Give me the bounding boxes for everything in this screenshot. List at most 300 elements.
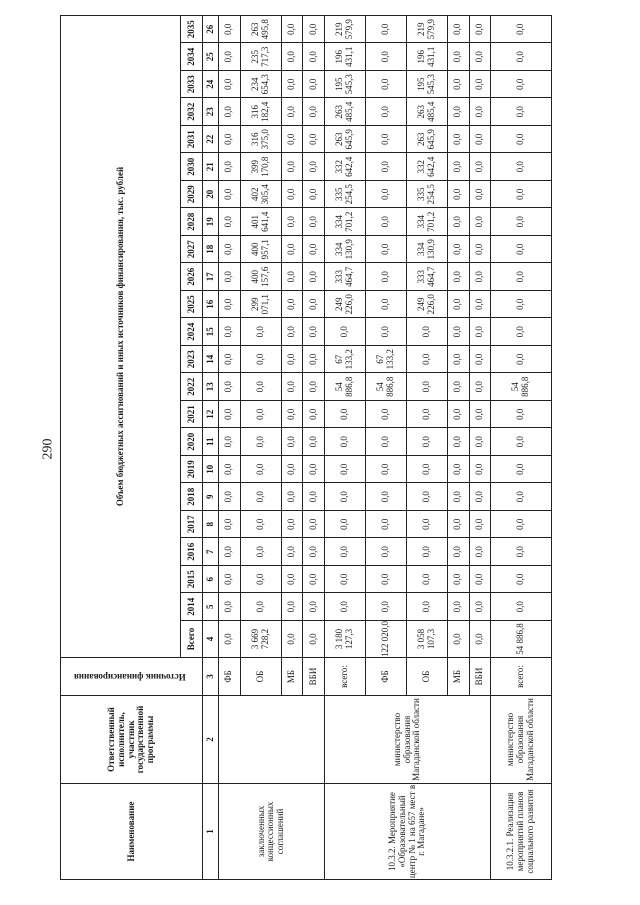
row-value: 249 226,0	[407, 291, 448, 319]
row-value: 0,0	[491, 208, 552, 236]
row-value: 335 254,5	[407, 181, 448, 209]
row-value: 263 645,9	[324, 126, 365, 154]
row-value: 0,0	[240, 456, 281, 484]
year-cell: 2020	[181, 428, 203, 456]
row-value: 0,0	[365, 318, 406, 346]
column-number: 22	[203, 126, 219, 154]
table-row	[219, 16, 241, 880]
row-total: 3 180 127,3	[324, 621, 365, 658]
row-value: 0,0	[491, 538, 552, 566]
row-value: 0,0	[365, 263, 406, 291]
row-value: 0,0	[407, 593, 448, 621]
row-value: 0,0	[303, 401, 325, 429]
row-value: 195 545,3	[407, 71, 448, 99]
row-value: 263 485,4	[324, 98, 365, 126]
row-value: 0,0	[219, 566, 241, 594]
row-value: 0,0	[469, 71, 491, 99]
row-value: 0,0	[219, 593, 241, 621]
row-value: 263 495,8	[240, 16, 281, 44]
row-value: 332 642,4	[407, 153, 448, 181]
year-cell: 2032	[181, 98, 203, 126]
row-value: 0,0	[324, 593, 365, 621]
row-value: 0,0	[491, 593, 552, 621]
column-number: 17	[203, 263, 219, 291]
row-value: 0,0	[448, 401, 470, 429]
row-value: 0,0	[448, 318, 470, 346]
rotated-table-wrapper	[60, 15, 552, 880]
row-value: 0,0	[365, 153, 406, 181]
column-number: 23	[203, 98, 219, 126]
row-value: 0,0	[491, 98, 552, 126]
row-source: МБ	[281, 658, 303, 696]
row-value: 0,0	[281, 126, 303, 154]
year-cell: 2027	[181, 236, 203, 264]
row-value: 0,0	[491, 16, 552, 44]
row-value: 0,0	[365, 401, 406, 429]
row-name: 10.3.2. Мероприятие «Образовательный центр № 1 на 657 мест в г. Магадане»	[324, 784, 490, 880]
row-value: 0,0	[281, 511, 303, 539]
header-volume: Объем бюджетных ассигнований и иных источников финансирования, тыс. рублей	[61, 16, 181, 658]
column-numbers-row	[203, 16, 219, 880]
row-value: 0,0	[491, 236, 552, 264]
row-value: 0,0	[491, 483, 552, 511]
row-value: 0,0	[365, 126, 406, 154]
row-value: 0,0	[448, 263, 470, 291]
row-value: 402 305,4	[240, 181, 281, 209]
row-value: 0,0	[448, 456, 470, 484]
row-value: 0,0	[491, 401, 552, 429]
column-number: 11	[203, 428, 219, 456]
row-value: 334 701,2	[324, 208, 365, 236]
row-value: 219 579,9	[324, 16, 365, 44]
row-value: 0,0	[469, 593, 491, 621]
row-value: 67 133,2	[365, 346, 406, 374]
row-value: 0,0	[281, 538, 303, 566]
row-value: 0,0	[407, 483, 448, 511]
column-number: 13	[203, 373, 219, 401]
row-value: 0,0	[491, 126, 552, 154]
row-value: 0,0	[324, 566, 365, 594]
row-value: 0,0	[281, 71, 303, 99]
row-responsible	[219, 696, 325, 784]
row-value: 0,0	[219, 236, 241, 264]
row-value: 0,0	[365, 593, 406, 621]
row-value: 0,0	[448, 428, 470, 456]
row-value: 0,0	[281, 263, 303, 291]
row-value: 0,0	[303, 538, 325, 566]
row-value: 0,0	[365, 236, 406, 264]
row-value: 0,0	[448, 16, 470, 44]
year-cell: 2025	[181, 291, 203, 319]
row-value: 0,0	[303, 593, 325, 621]
row-total: 0,0	[448, 621, 470, 658]
row-value: 333 464,7	[324, 263, 365, 291]
header-source-text: Источник финансирования	[74, 672, 186, 683]
row-value: 54 886,8	[324, 373, 365, 401]
row-value: 0,0	[219, 511, 241, 539]
row-value: 0,0	[365, 483, 406, 511]
row-value: 249 226,0	[324, 291, 365, 319]
row-total: 3 669 728,2	[240, 621, 281, 658]
row-value: 0,0	[448, 153, 470, 181]
row-value: 0,0	[448, 71, 470, 99]
year-cell: 2028	[181, 208, 203, 236]
row-value: 0,0	[240, 538, 281, 566]
row-value: 0,0	[491, 428, 552, 456]
header-name: Наименование	[61, 784, 203, 880]
row-value: 0,0	[407, 346, 448, 374]
row-value: 196 431,1	[407, 43, 448, 71]
column-number: 5	[203, 593, 219, 621]
row-source: МБ	[448, 658, 470, 696]
row-value: 400 157,6	[240, 263, 281, 291]
year-cell: 2022	[181, 373, 203, 401]
row-value: 0,0	[281, 456, 303, 484]
row-value: 0,0	[469, 291, 491, 319]
row-value: 0,0	[448, 373, 470, 401]
row-value: 0,0	[448, 126, 470, 154]
row-value: 0,0	[365, 98, 406, 126]
row-value: 335 254,5	[324, 181, 365, 209]
row-value: 0,0	[281, 318, 303, 346]
row-value: 0,0	[469, 373, 491, 401]
year-cell: 2019	[181, 456, 203, 484]
row-value: 0,0	[469, 483, 491, 511]
row-value: 0,0	[219, 263, 241, 291]
column-number: 21	[203, 153, 219, 181]
page-number: 290	[40, 438, 56, 460]
row-value: 0,0	[469, 401, 491, 429]
row-value: 0,0	[281, 593, 303, 621]
row-value: 0,0	[365, 566, 406, 594]
row-name: заключенных концессионных соглашений	[219, 784, 325, 880]
year-cell: 2016	[181, 538, 203, 566]
column-number: 8	[203, 511, 219, 539]
row-value: 0,0	[491, 566, 552, 594]
row-value: 0,0	[491, 291, 552, 319]
row-value: 0,0	[303, 208, 325, 236]
row-value: 0,0	[303, 566, 325, 594]
row-value: 0,0	[281, 43, 303, 71]
row-value: 0,0	[469, 566, 491, 594]
year-cell: 2031	[181, 126, 203, 154]
row-value: 0,0	[303, 456, 325, 484]
row-value: 0,0	[469, 318, 491, 346]
row-value: 401 641,4	[240, 208, 281, 236]
row-value: 0,0	[219, 71, 241, 99]
row-value: 0,0	[469, 208, 491, 236]
header-source	[61, 658, 203, 696]
row-value: 0,0	[281, 401, 303, 429]
row-value: 0,0	[324, 538, 365, 566]
row-value: 0,0	[491, 511, 552, 539]
row-source: ОБ	[240, 658, 281, 696]
row-value: 0,0	[303, 483, 325, 511]
row-value: 0,0	[324, 483, 365, 511]
row-value: 0,0	[219, 43, 241, 71]
row-value: 196 431,1	[324, 43, 365, 71]
row-value: 263 485,4	[407, 98, 448, 126]
row-source: ВБИ	[469, 658, 491, 696]
year-cell: 2018	[181, 483, 203, 511]
year-cell: 2034	[181, 43, 203, 71]
row-value: 0,0	[281, 291, 303, 319]
row-value: 0,0	[240, 401, 281, 429]
row-total: 122 020,0	[365, 621, 406, 658]
column-number: 10	[203, 456, 219, 484]
column-number: 15	[203, 318, 219, 346]
column-number: 3	[203, 658, 219, 696]
row-value: 0,0	[219, 16, 241, 44]
column-number: 25	[203, 43, 219, 71]
row-value: 0,0	[491, 181, 552, 209]
row-value: 0,0	[469, 126, 491, 154]
row-value: 0,0	[324, 428, 365, 456]
column-number: 19	[203, 208, 219, 236]
row-value: 0,0	[240, 373, 281, 401]
row-value: 235 717,3	[240, 43, 281, 71]
row-value: 0,0	[240, 318, 281, 346]
row-responsible: министерство образования Магаданской области	[491, 696, 552, 784]
column-number: 18	[203, 236, 219, 264]
row-value: 0,0	[303, 428, 325, 456]
row-value: 0,0	[365, 456, 406, 484]
row-value: 0,0	[469, 153, 491, 181]
row-value: 0,0	[407, 566, 448, 594]
year-cell: 2014	[181, 593, 203, 621]
row-source: ОБ	[407, 658, 448, 696]
row-value: 0,0	[303, 98, 325, 126]
row-value: 0,0	[303, 181, 325, 209]
row-value: 0,0	[219, 153, 241, 181]
row-value: 316 375,0	[240, 126, 281, 154]
year-cell: 2026	[181, 263, 203, 291]
row-value: 0,0	[491, 318, 552, 346]
row-value: 0,0	[491, 71, 552, 99]
row-value: 0,0	[281, 16, 303, 44]
row-value: 0,0	[407, 511, 448, 539]
row-value: 0,0	[240, 593, 281, 621]
column-number: 20	[203, 181, 219, 209]
row-value: 0,0	[219, 98, 241, 126]
row-value: 0,0	[303, 153, 325, 181]
row-source: всего:	[324, 658, 365, 696]
row-value: 0,0	[407, 428, 448, 456]
row-value: 0,0	[219, 401, 241, 429]
row-value: 0,0	[491, 153, 552, 181]
row-value: 0,0	[448, 511, 470, 539]
row-value: 0,0	[240, 428, 281, 456]
row-value: 0,0	[303, 71, 325, 99]
row-value: 0,0	[365, 428, 406, 456]
row-value: 0,0	[469, 236, 491, 264]
row-value: 0,0	[219, 346, 241, 374]
year-cell: 2035	[181, 16, 203, 44]
row-source: всего:	[491, 658, 552, 696]
row-value: 0,0	[281, 566, 303, 594]
header-total: Всего	[181, 621, 203, 658]
row-total: 54 886,8	[491, 621, 552, 658]
row-value: 0,0	[219, 126, 241, 154]
row-value: 0,0	[324, 511, 365, 539]
budget-table	[60, 15, 552, 880]
row-value: 0,0	[407, 456, 448, 484]
row-value: 219 579,9	[407, 16, 448, 44]
row-value: 0,0	[448, 181, 470, 209]
row-value: 0,0	[469, 511, 491, 539]
row-value: 316 182,4	[240, 98, 281, 126]
row-total: 0,0	[469, 621, 491, 658]
year-cell: 2021	[181, 401, 203, 429]
row-value: 0,0	[303, 318, 325, 346]
row-value: 0,0	[324, 456, 365, 484]
row-total: 0,0	[219, 621, 241, 658]
row-value: 400 957,1	[240, 236, 281, 264]
row-value: 0,0	[469, 263, 491, 291]
row-value: 0,0	[448, 291, 470, 319]
row-value: 0,0	[469, 98, 491, 126]
row-value: 0,0	[219, 373, 241, 401]
row-value: 0,0	[240, 511, 281, 539]
row-value: 0,0	[469, 456, 491, 484]
row-value: 0,0	[469, 428, 491, 456]
row-value: 263 645,9	[407, 126, 448, 154]
row-value: 0,0	[407, 318, 448, 346]
row-value: 0,0	[303, 43, 325, 71]
row-value: 0,0	[240, 483, 281, 511]
row-value: 0,0	[219, 483, 241, 511]
year-cell: 2015	[181, 566, 203, 594]
row-value: 0,0	[407, 538, 448, 566]
row-value: 0,0	[303, 16, 325, 44]
column-number: 24	[203, 71, 219, 99]
row-value: 0,0	[469, 181, 491, 209]
row-value: 0,0	[469, 346, 491, 374]
row-value: 0,0	[324, 318, 365, 346]
row-value: 0,0	[407, 401, 448, 429]
row-total: 0,0	[281, 621, 303, 658]
row-value: 0,0	[365, 181, 406, 209]
header-responsible: Ответственный исполнитель, участник государственной программы	[61, 696, 203, 784]
row-value: 0,0	[365, 511, 406, 539]
row-value: 0,0	[491, 346, 552, 374]
row-value: 0,0	[281, 98, 303, 126]
row-value: 333 464,7	[407, 263, 448, 291]
row-value: 0,0	[219, 318, 241, 346]
row-value: 334 130,9	[324, 236, 365, 264]
row-value: 0,0	[491, 43, 552, 71]
row-value: 0,0	[365, 291, 406, 319]
row-total: 3 058 107,3	[407, 621, 448, 658]
row-value: 0,0	[281, 153, 303, 181]
year-cell: 2024	[181, 318, 203, 346]
row-value: 0,0	[219, 291, 241, 319]
row-responsible: министерство образования Магаданской области	[324, 696, 490, 784]
row-value: 0,0	[303, 263, 325, 291]
row-value: 0,0	[469, 538, 491, 566]
row-value: 54 886,8	[365, 373, 406, 401]
row-value: 0,0	[281, 236, 303, 264]
row-value: 334 130,9	[407, 236, 448, 264]
row-value: 0,0	[365, 16, 406, 44]
row-value: 0,0	[219, 538, 241, 566]
row-source: ВБИ	[303, 658, 325, 696]
column-number: 16	[203, 291, 219, 319]
row-value: 195 545,3	[324, 71, 365, 99]
row-value: 0,0	[448, 346, 470, 374]
row-value: 0,0	[219, 208, 241, 236]
row-value: 0,0	[491, 456, 552, 484]
column-number: 7	[203, 538, 219, 566]
row-value: 0,0	[303, 291, 325, 319]
row-source: ФБ	[219, 658, 241, 696]
row-value: 67 133,2	[324, 346, 365, 374]
row-value: 0,0	[469, 43, 491, 71]
row-value: 0,0	[281, 373, 303, 401]
column-number: 26	[203, 16, 219, 44]
column-number: 12	[203, 401, 219, 429]
table-row	[491, 16, 552, 880]
column-number: 6	[203, 566, 219, 594]
row-value: 0,0	[281, 346, 303, 374]
year-cell: 2033	[181, 71, 203, 99]
row-value: 0,0	[407, 373, 448, 401]
row-value: 332 642,4	[324, 153, 365, 181]
table-row	[324, 16, 365, 880]
row-value: 399 170,8	[240, 153, 281, 181]
row-value: 0,0	[324, 401, 365, 429]
row-value: 0,0	[281, 181, 303, 209]
row-value: 0,0	[281, 428, 303, 456]
header-row	[61, 16, 181, 880]
row-value: 0,0	[303, 236, 325, 264]
year-cell: 2029	[181, 181, 203, 209]
column-number: 4	[203, 621, 219, 658]
row-value: 0,0	[448, 566, 470, 594]
row-value: 0,0	[491, 263, 552, 291]
row-value: 0,0	[303, 373, 325, 401]
row-value: 299 071,1	[240, 291, 281, 319]
row-value: 0,0	[219, 181, 241, 209]
row-value: 0,0	[448, 483, 470, 511]
row-value: 0,0	[240, 566, 281, 594]
row-value: 0,0	[219, 428, 241, 456]
column-number: 2	[203, 696, 219, 784]
row-value: 0,0	[365, 43, 406, 71]
row-name: 10.3.2.1. Реализация мероприятий планов социального развития	[491, 784, 552, 880]
year-cell: 2023	[181, 346, 203, 374]
row-value: 0,0	[448, 538, 470, 566]
row-value: 0,0	[448, 43, 470, 71]
row-value: 0,0	[219, 456, 241, 484]
row-value: 0,0	[448, 98, 470, 126]
row-value: 334 701,2	[407, 208, 448, 236]
row-value: 54 886,8	[491, 373, 552, 401]
row-value: 0,0	[469, 16, 491, 44]
year-cell: 2017	[181, 511, 203, 539]
row-value: 0,0	[365, 71, 406, 99]
row-value: 0,0	[365, 208, 406, 236]
row-value: 0,0	[281, 483, 303, 511]
year-cell: 2030	[181, 153, 203, 181]
column-number: 14	[203, 346, 219, 374]
row-value: 0,0	[240, 346, 281, 374]
row-value: 0,0	[448, 236, 470, 264]
row-value: 234 654,3	[240, 71, 281, 99]
row-value: 0,0	[448, 208, 470, 236]
row-value: 0,0	[303, 126, 325, 154]
row-value: 0,0	[303, 511, 325, 539]
